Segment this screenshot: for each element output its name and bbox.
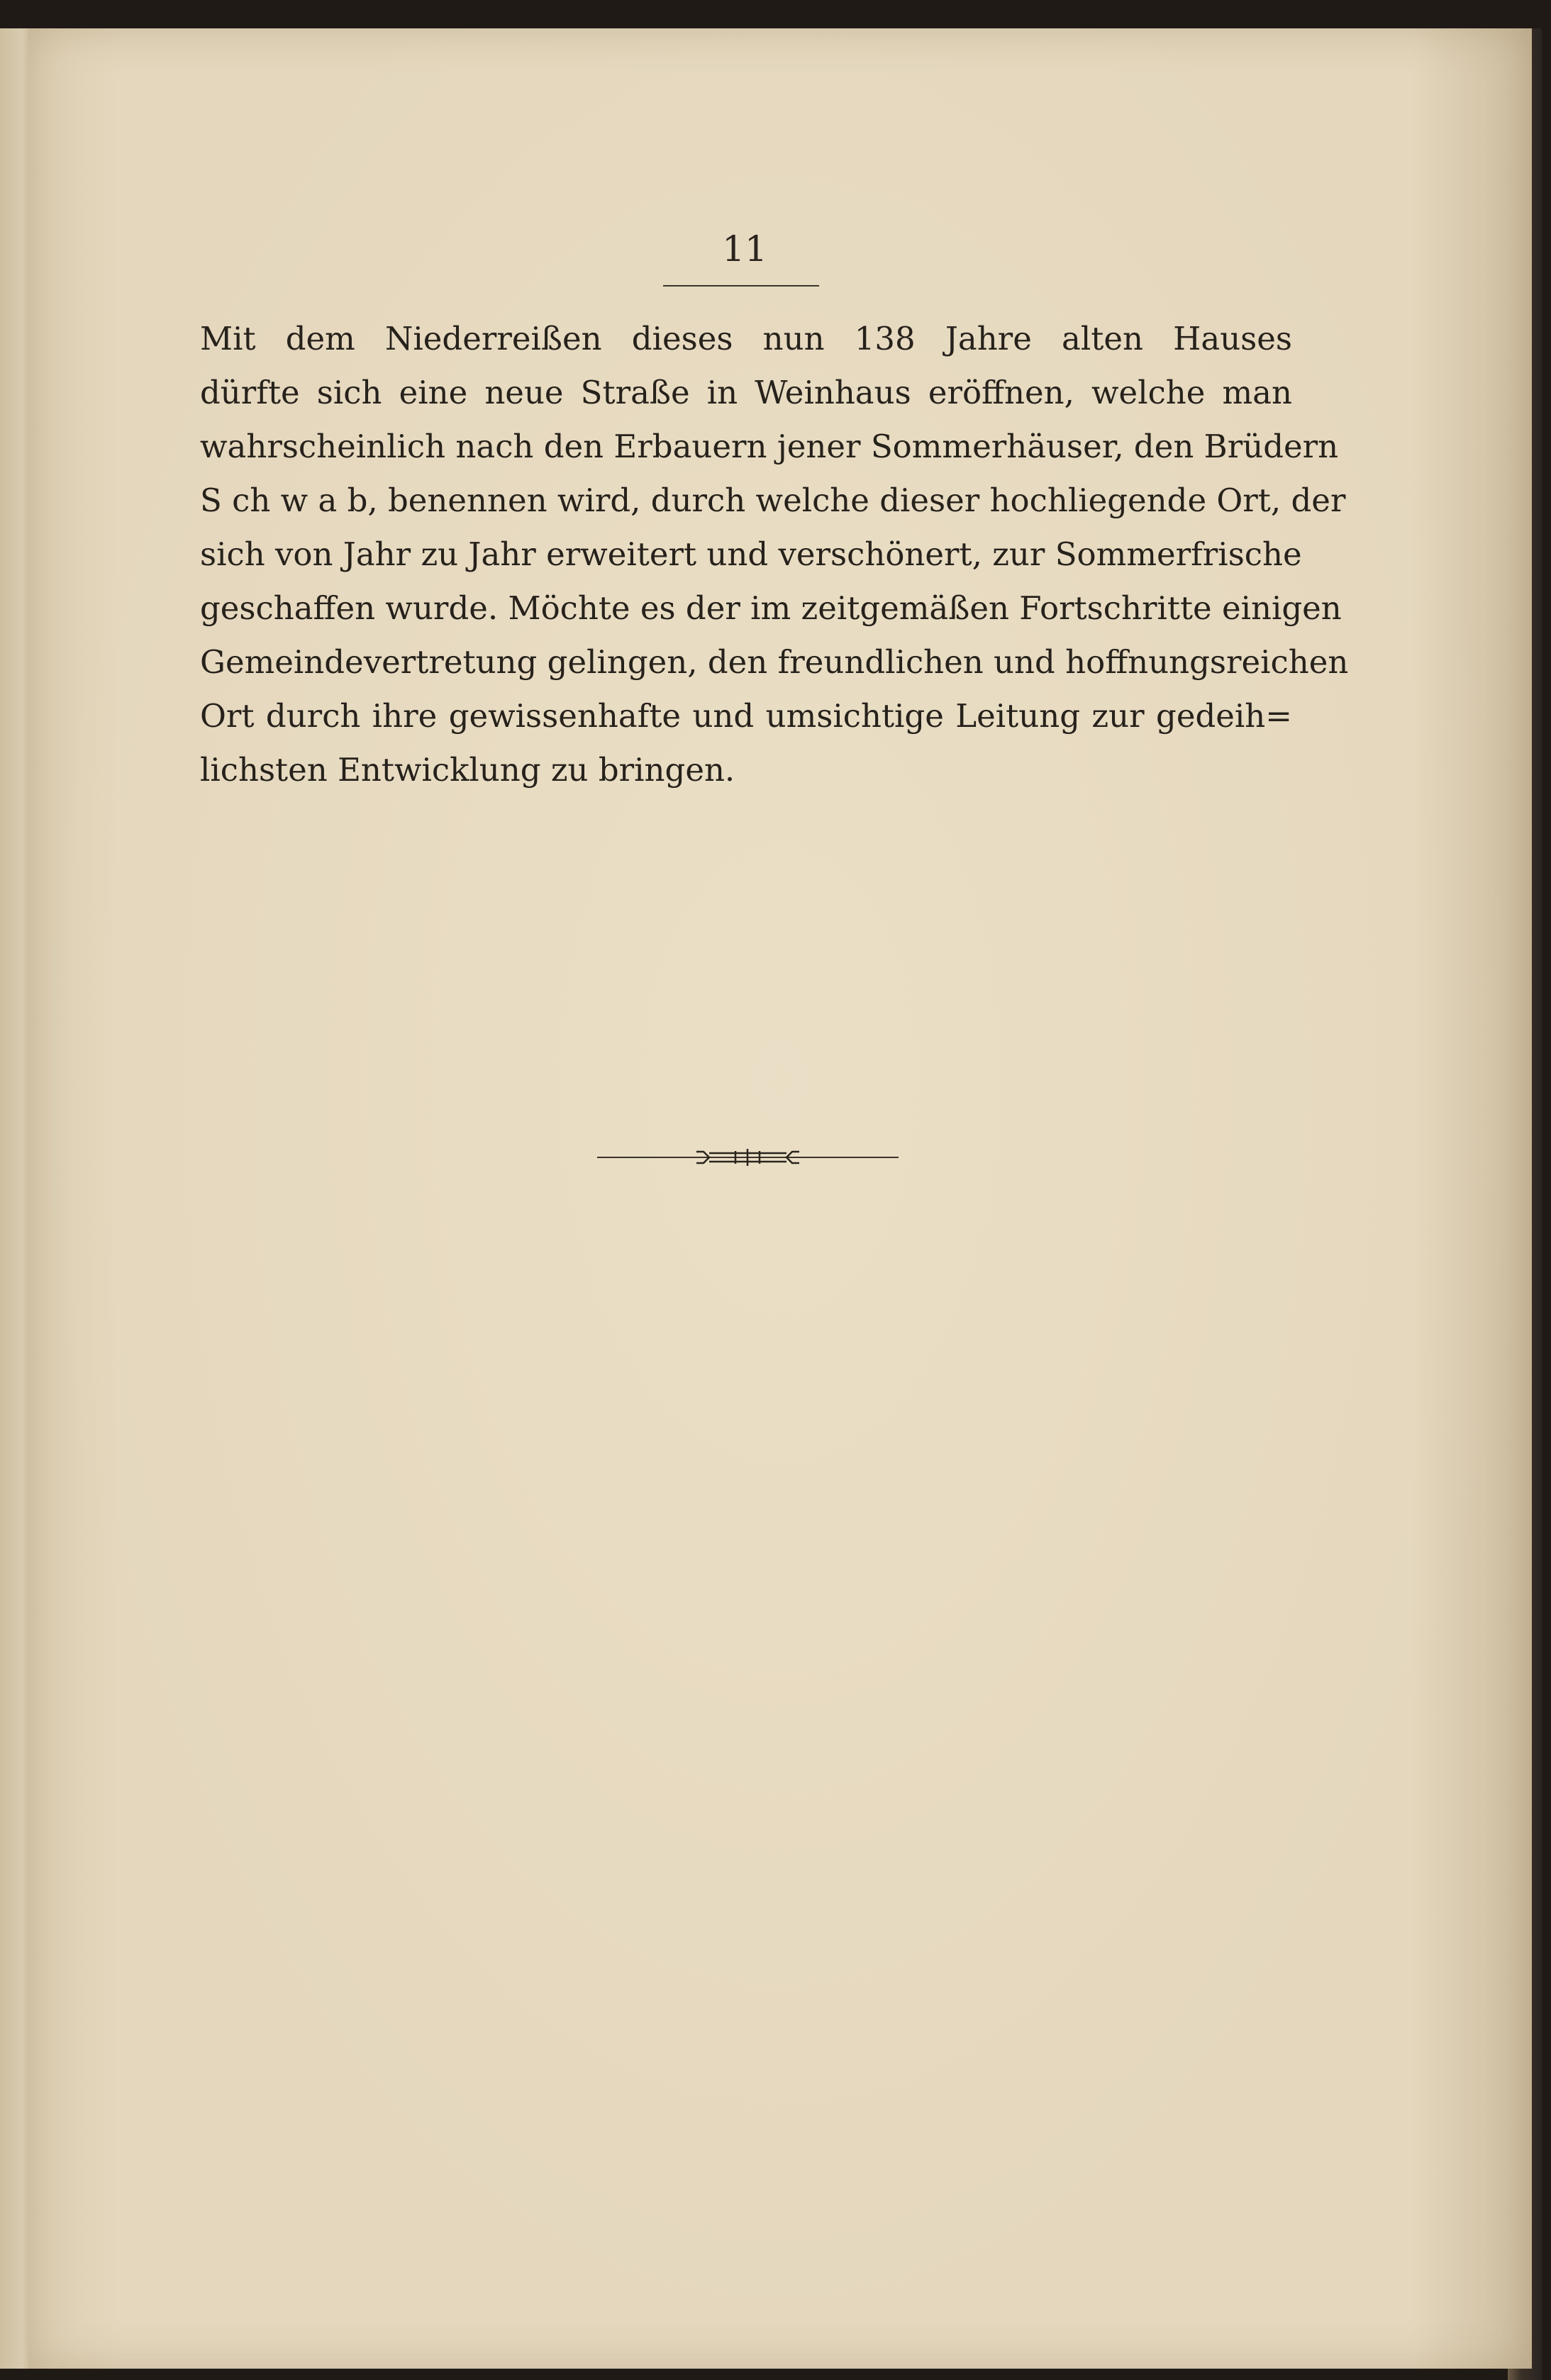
text-line: Ort durch ihre gewissenhafte und umsichtige Leitung zur gedeih=	[200, 697, 1292, 735]
text-line: lichsten Entwicklung zu bringen.	[200, 751, 735, 789]
text-line: dürfte sich eine neue Straße in Weinhaus eröffnen, welche man	[200, 374, 1292, 411]
end-of-section-ornament	[597, 1143, 899, 1172]
page-number-rule	[663, 285, 819, 287]
text-line: S ch w a b, benennen wird, durch welche dieser hochliegende Ort, der	[200, 482, 1346, 519]
text-line: geschaffen wurde. Möchte es der im zeitgemäßen Fortschritte einigen	[200, 589, 1342, 627]
text-line: Mit dem Niederreißen dieses nun 138 Jahre alten Hauses	[200, 320, 1292, 357]
page-number: 11	[722, 228, 767, 269]
body-paragraph	[200, 312, 1349, 797]
text-line: sich von Jahr zu Jahr erweitert und verschönert, zur Sommerfrische	[200, 535, 1302, 573]
text-line: Gemeindevertretung gelingen, den freundlichen und hoffnungsreichen	[200, 643, 1349, 681]
text-line: wahrscheinlich nach den Erbauern jener Sommerhäuser, den Brüdern	[200, 428, 1339, 465]
